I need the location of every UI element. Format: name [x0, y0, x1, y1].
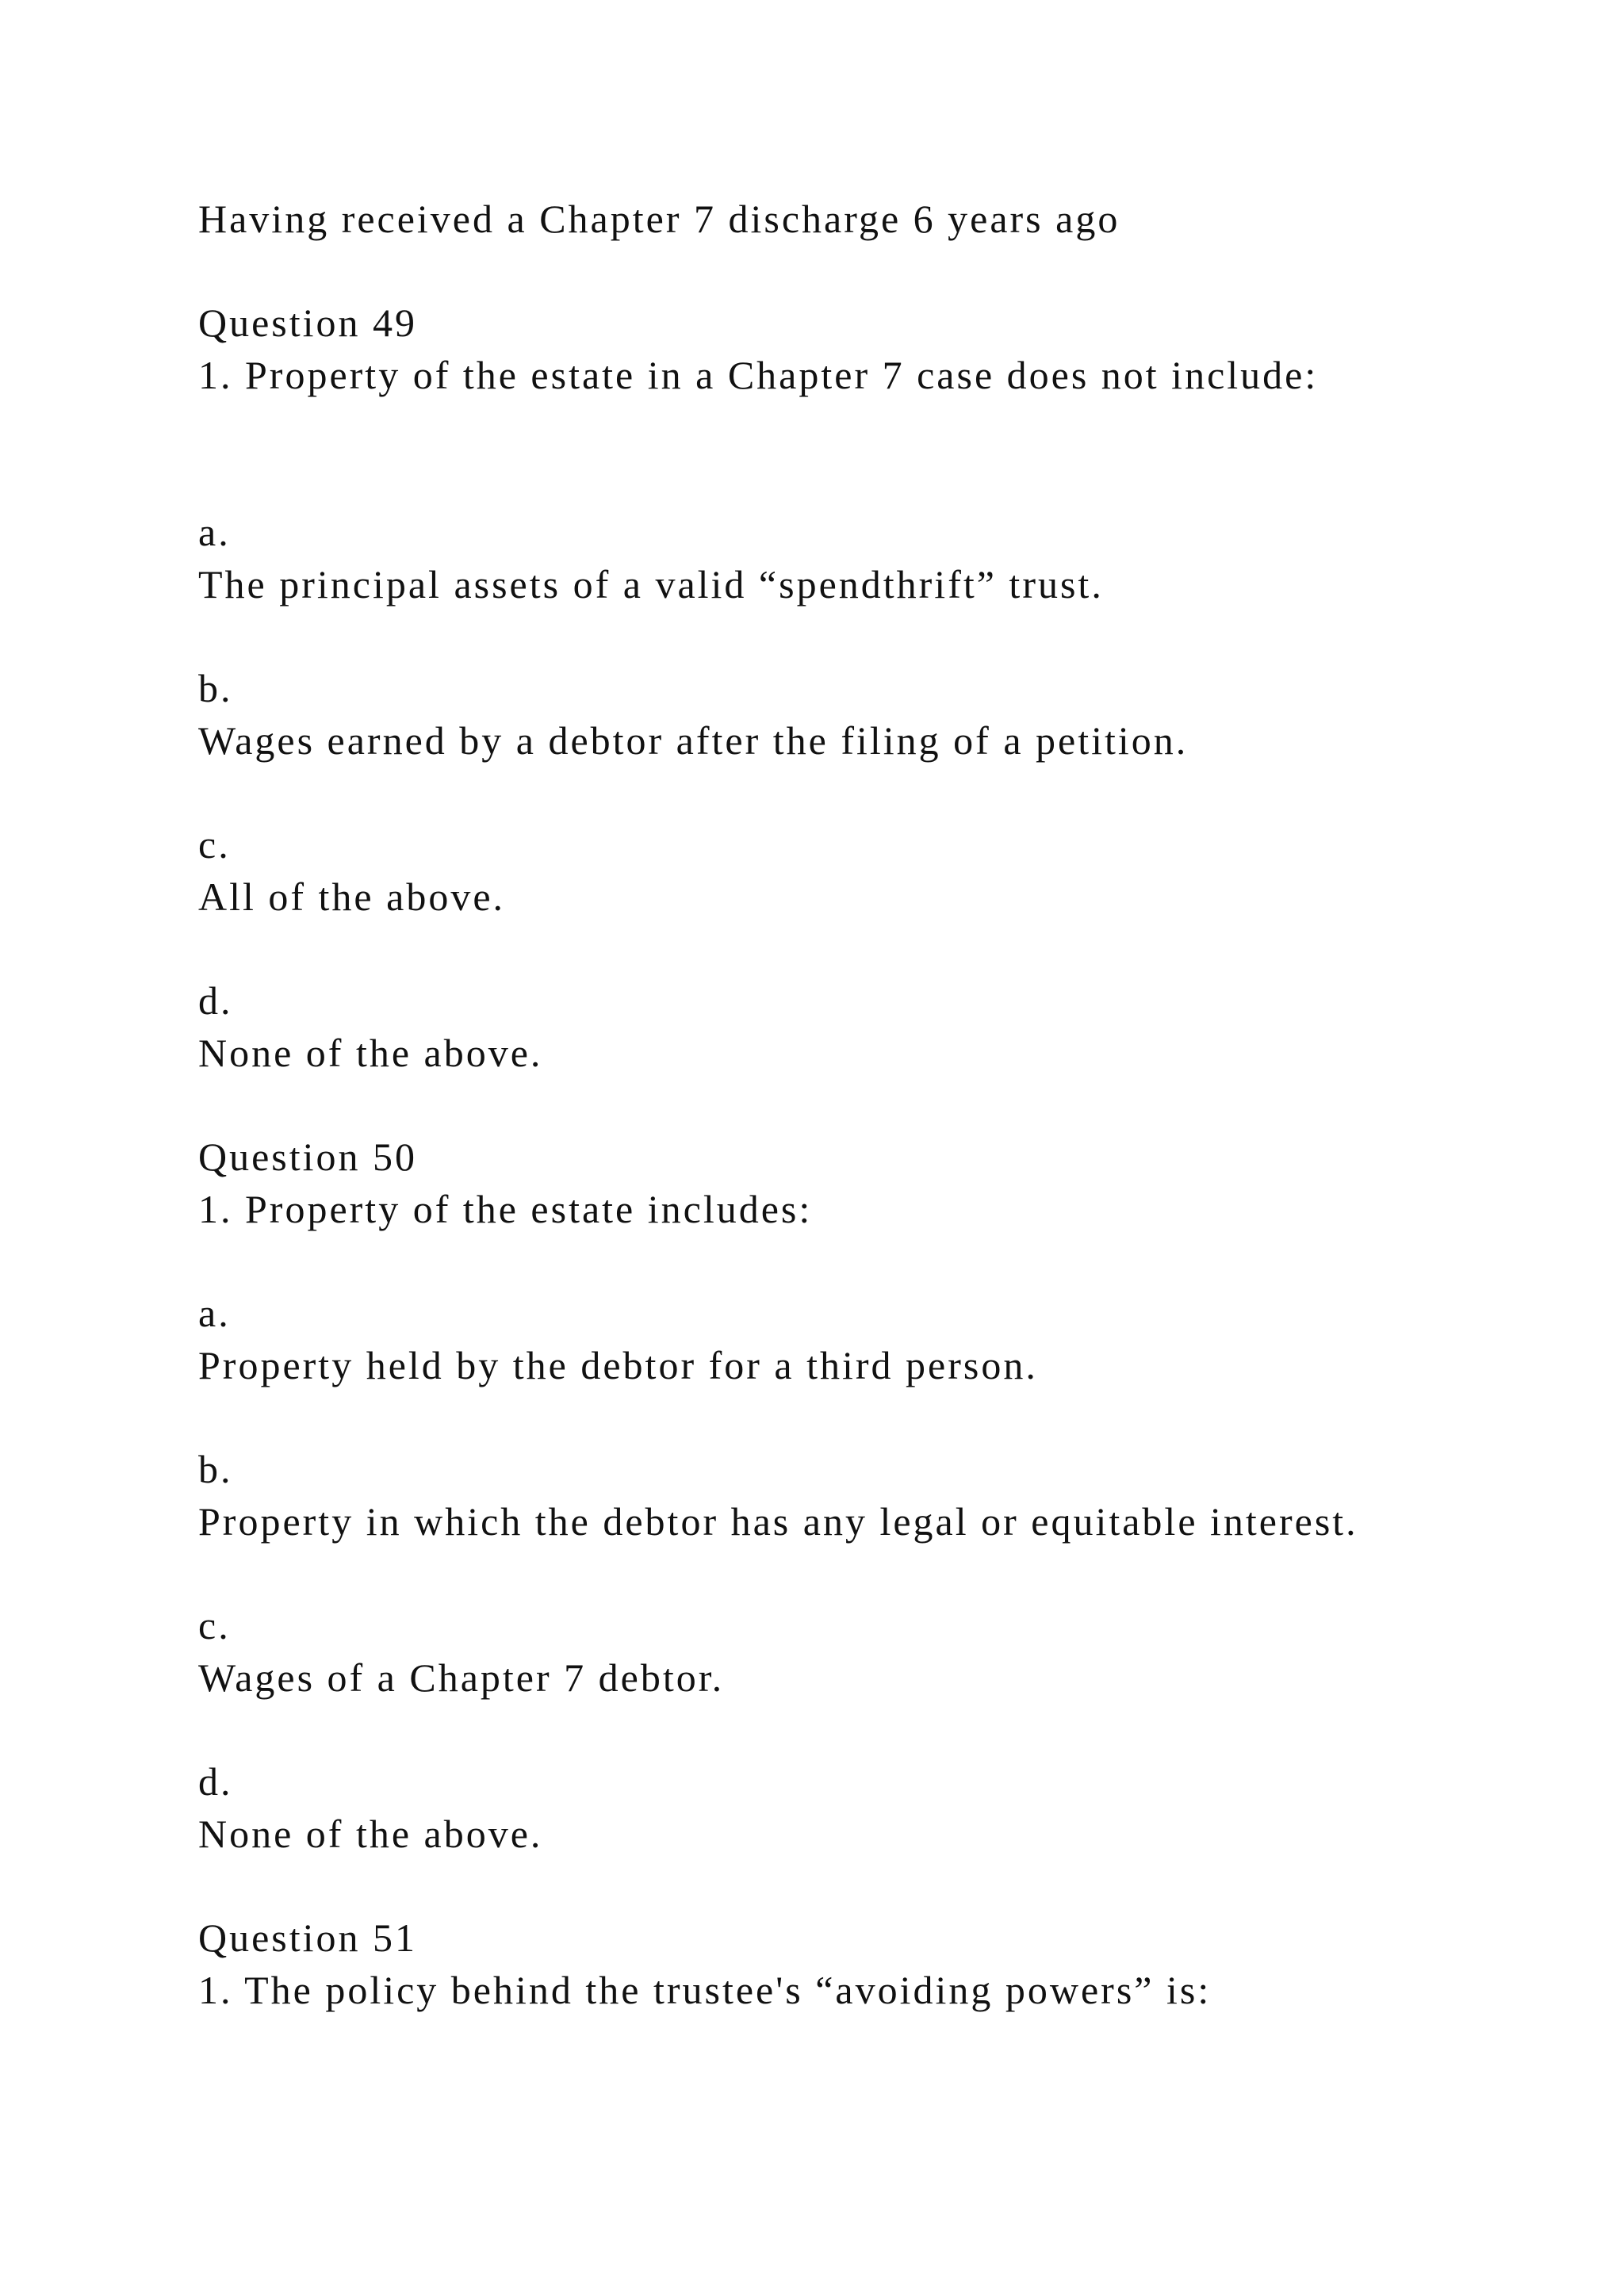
question-block-50 [198, 1131, 1546, 1860]
answer-option [198, 1599, 1546, 1704]
question-prompt: 1. The policy behind the trustee's “avoiding powers” is: [198, 1968, 1212, 2012]
question-heading: Question 50 [198, 1135, 418, 1179]
option-letter: d. [198, 978, 233, 1023]
option-text: All of the above. [198, 874, 506, 919]
answer-option [198, 818, 1546, 923]
option-text: Property in which the debtor has any legal or equitable interest. [198, 1499, 1358, 1544]
answer-option [198, 506, 1546, 610]
intro-line: Having received a Chapter 7 discharge 6 years ago [198, 197, 1120, 241]
answer-option [198, 662, 1546, 767]
answer-option [198, 1755, 1546, 1860]
question-block-49 [198, 297, 1546, 1079]
question-block-51 [198, 1911, 1546, 2016]
option-letter: b. [198, 666, 233, 710]
option-text: Wages of a Chapter 7 debtor. [198, 1655, 725, 1700]
option-letter: a. [198, 1291, 231, 1335]
question-heading: Question 51 [198, 1915, 418, 1960]
option-letter: c. [198, 822, 231, 867]
option-text: Wages earned by a debtor after the filing of a petition. [198, 718, 1189, 763]
option-text: Property held by the debtor for a third person. [198, 1343, 1038, 1387]
question-heading: Question 49 [198, 300, 418, 345]
answer-option [198, 1443, 1546, 1548]
document-body [198, 193, 1546, 2016]
option-text: The principal assets of a valid “spendthrift” trust. [198, 562, 1104, 607]
answer-option [198, 974, 1546, 1079]
option-letter: d. [198, 1759, 233, 1804]
option-letter: a. [198, 510, 231, 554]
option-letter: c. [198, 1603, 231, 1647]
question-prompt: 1. Property of the estate includes: [198, 1187, 813, 1231]
option-text: None of the above. [198, 1031, 543, 1075]
option-text: None of the above. [198, 1812, 543, 1856]
question-prompt: 1. Property of the estate in a Chapter 7 case does not include: [198, 353, 1319, 397]
answer-option [198, 1287, 1546, 1391]
option-letter: b. [198, 1447, 233, 1491]
